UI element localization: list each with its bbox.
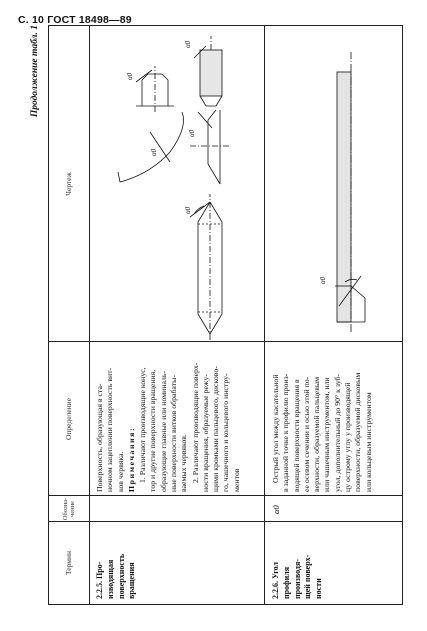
term-2-2-5: 2.2.5. Про- изводящая поверхность вращения xyxy=(95,553,137,599)
alpha-label-2: α0 xyxy=(188,129,196,137)
symbol-alpha-0: α0 xyxy=(271,505,281,514)
note-1: 1. Различают производящие конус, тор и другие поверхности вращения, образующие главные или номиналь- ные поверхности витков обрабаты- ваемых червяков. xyxy=(138,367,189,492)
profile-angle-figure xyxy=(335,52,365,332)
notes-heading: Примечания: xyxy=(126,426,136,492)
cone-tool-figure xyxy=(136,66,174,112)
drawing-profile-angle xyxy=(265,26,403,342)
term-2-2-6: 2.2.6. Угол профиля производя- щей поверх- ности xyxy=(271,554,324,599)
alpha-label-5: α0 xyxy=(184,40,192,48)
alpha-label-3: α0 xyxy=(150,148,158,156)
header-symbol: Обозна- чение xyxy=(61,497,76,521)
header-term: Термин xyxy=(63,550,73,576)
disk-tool-figure xyxy=(118,110,230,184)
alpha-label-1: α0 xyxy=(184,206,192,214)
header-definition: Определение xyxy=(63,398,73,440)
header-drawing: Чертеж xyxy=(63,172,73,196)
definition-text: Острый угол между касательной в заданной точке к профилю произ- водящей поверхности вращения в ее осевом сечении и осью этой по- верхности, образуемой пальцевым или чашечным инструментом, или угол, дополнительный до 90° к зуб- цу острому углу у производящей поверхности, образуемой дисковым или кольцевым инструментом xyxy=(271,372,373,492)
terms-table xyxy=(48,25,403,605)
definition-text: Поверхность, образующая в ста- ночном зацеплении поверхность вит- ков червяка. xyxy=(95,367,125,492)
definition-2-2-6 xyxy=(271,346,375,492)
alpha-label-4: α0 xyxy=(126,72,134,80)
page-header: С. 10 ГОСТ 18498—89 xyxy=(18,14,132,26)
rotated-table-region xyxy=(26,25,406,605)
double-cone-figure xyxy=(190,194,222,340)
continuation-label: Продолжение табл. 1 xyxy=(30,25,40,118)
definition-2-2-5 xyxy=(95,346,243,492)
note-2: 2. Различают производящие поверх- ности вращения, образуемые режу- щими кромками пальцевого, дисково- го, чашечного и кольцевого инстру- ментов xyxy=(190,362,241,492)
shank-figure xyxy=(194,36,222,106)
drawing-production-surface xyxy=(90,26,264,342)
alpha-label-6: α0 xyxy=(319,276,327,284)
